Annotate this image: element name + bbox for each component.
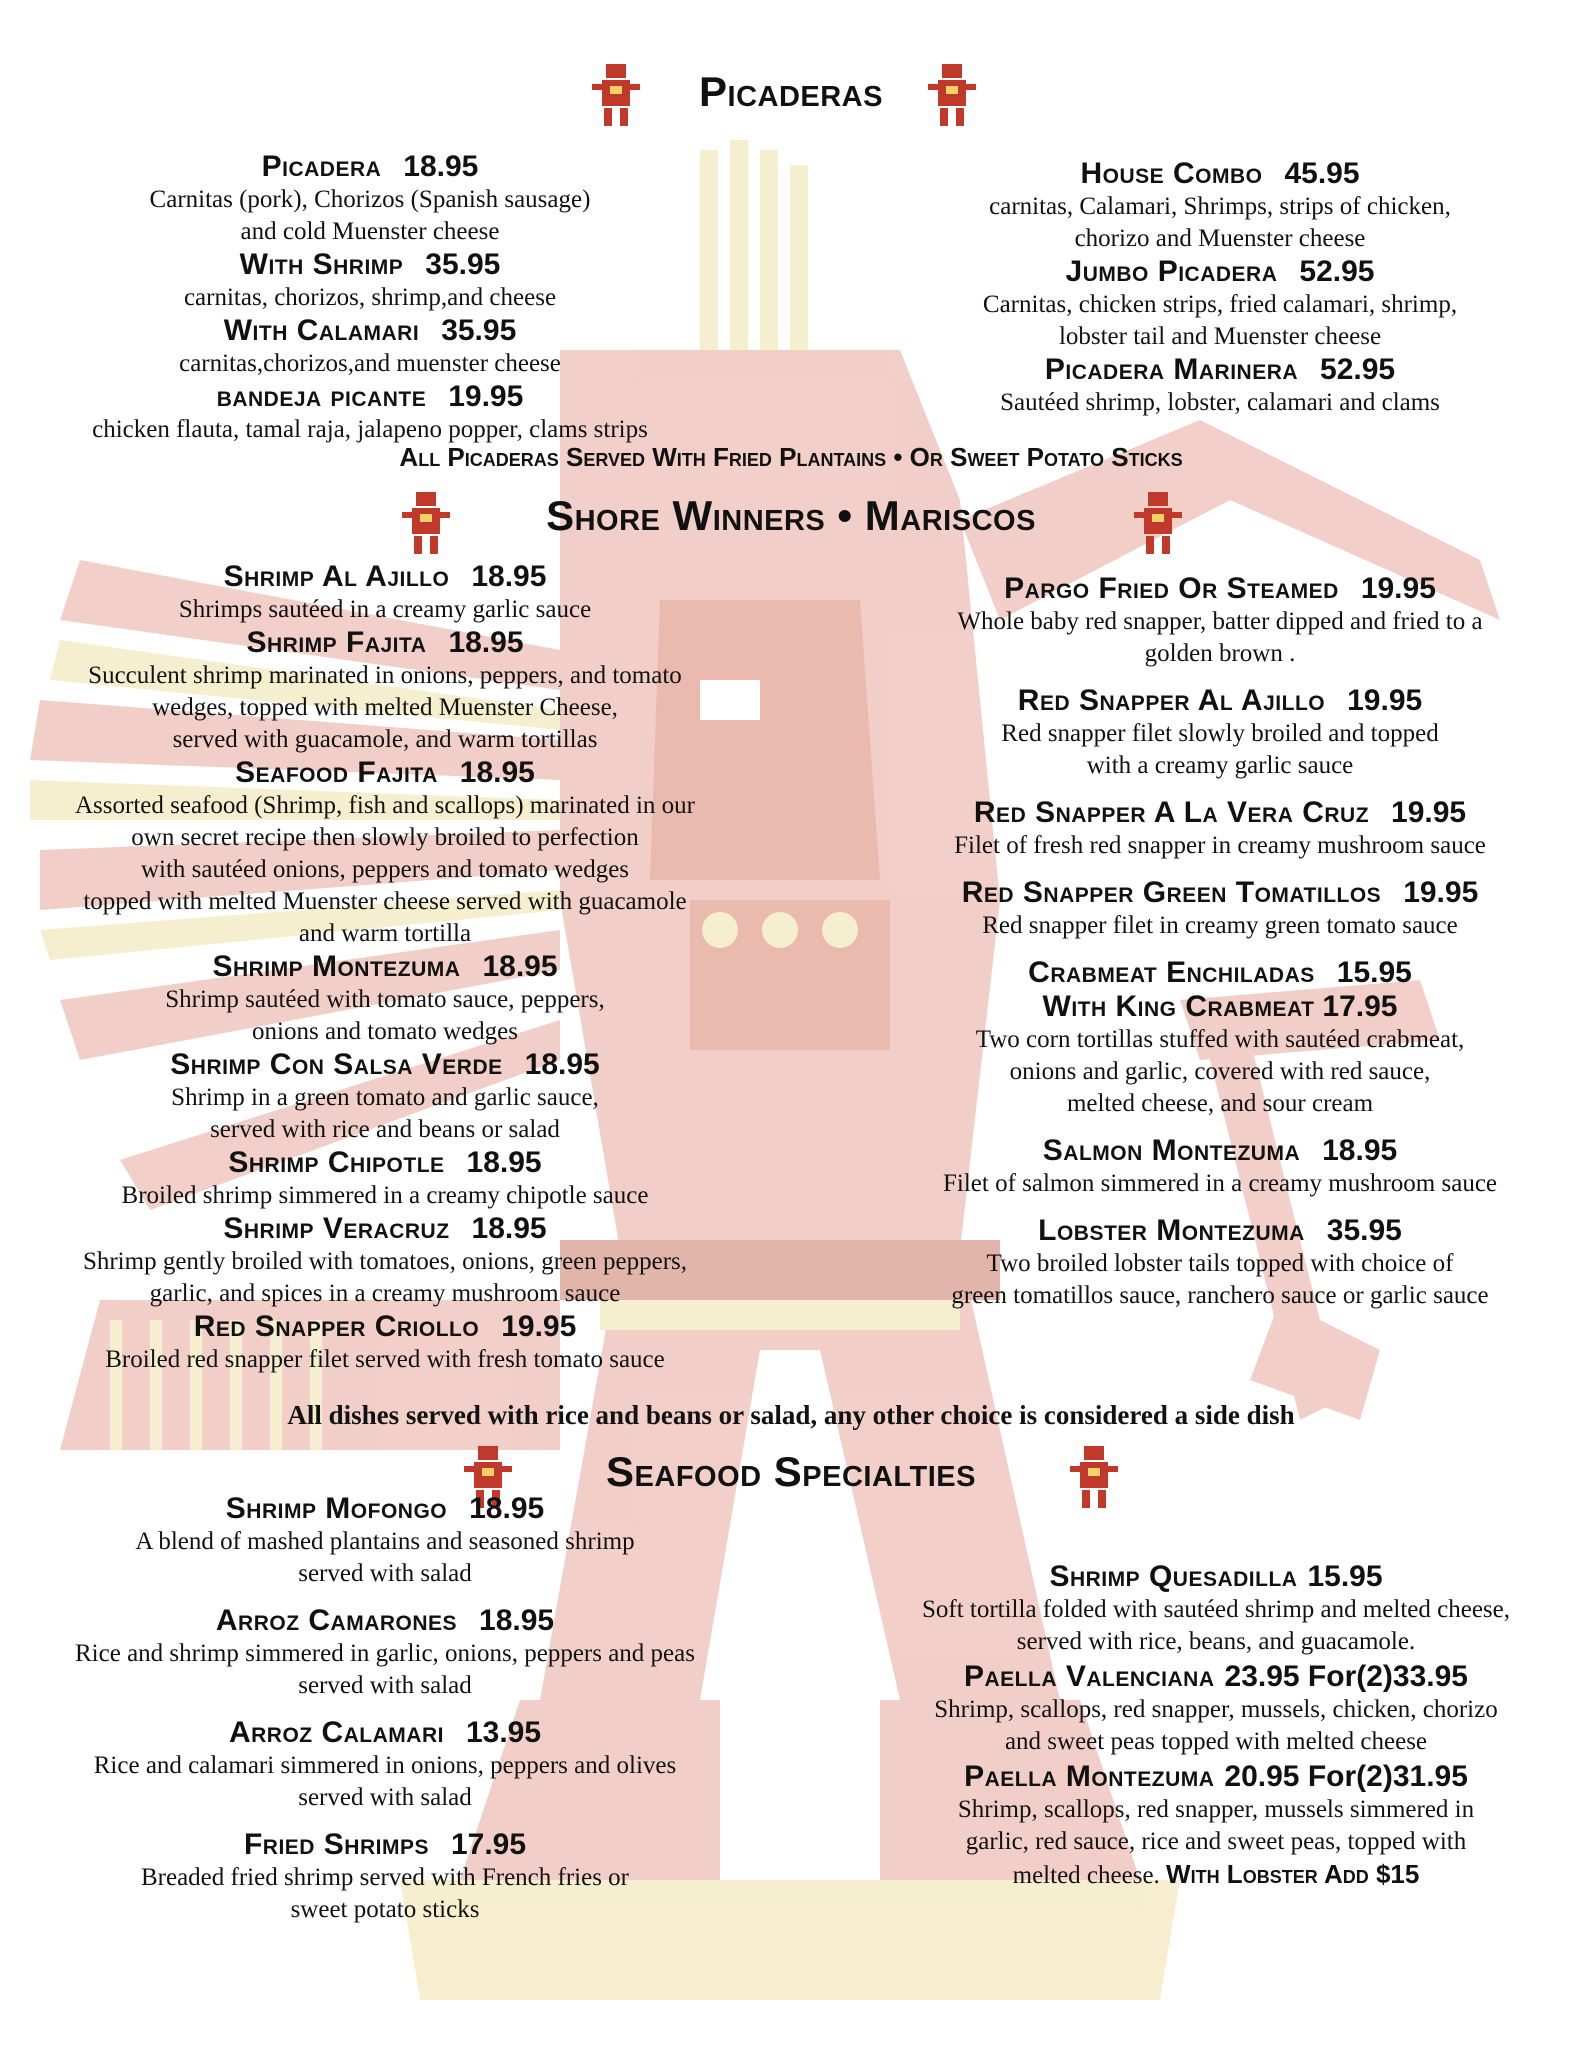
aztec-figure-icon: [924, 62, 980, 130]
item-description: carnitas,chorizos,and muenster cheese: [179, 350, 561, 377]
item-name: Shrimp Con Salsa Verde: [170, 1048, 503, 1081]
item-name: House Combo: [1080, 157, 1263, 190]
item-description: Shrimp in a green tomato and garlic sauce, served with rice and beans or salad: [171, 1084, 599, 1143]
item-name: Jumbo Picadera: [1065, 255, 1278, 288]
item-price: 19.95: [1347, 684, 1423, 717]
menu-item: [880, 255, 1560, 353]
item-name: Pargo Fried Or Steamed: [1004, 572, 1339, 605]
menu-item: [20, 950, 750, 1048]
item-price: 52.95: [1320, 353, 1396, 386]
item-price: 18.95: [448, 626, 524, 659]
menu-item: [20, 150, 720, 248]
section-title-picaderas: Picaderas: [699, 68, 883, 115]
item-description: Broiled shrimp simmered in a creamy chipotle sauce: [121, 1182, 649, 1209]
item-description: Filet of salmon simmered in a creamy mushroom sauce: [942, 1170, 1498, 1197]
menu-item: [20, 1828, 750, 1926]
menu-item: [880, 876, 1560, 942]
item-name: Crabmeat Enchiladas: [1028, 956, 1315, 989]
item-name: Shrimp Montezuma: [212, 950, 461, 983]
item-description: Whole baby red snapper, batter dipped and fried to a golden brown .: [957, 608, 1483, 667]
item-price: 20.95 For(2)31.95: [1224, 1760, 1468, 1793]
item-price: 18.95: [403, 150, 479, 183]
item-price: 18.95: [1322, 1134, 1398, 1167]
item-addon: With Lobster Add $15: [1166, 1859, 1420, 1889]
menu-item: [880, 684, 1560, 782]
item-price: 19.95: [448, 380, 524, 413]
item-price: 18.95: [524, 1048, 600, 1081]
item-name: Shrimp Quesadilla: [1049, 1560, 1298, 1593]
item-name: bandeja picante: [216, 380, 427, 413]
picaderas-right-column: [880, 157, 1560, 419]
menu-item: [20, 1146, 750, 1212]
item-price-variant: 17.95: [1322, 990, 1398, 1023]
item-price: 19.95: [1391, 796, 1467, 829]
item-description: Red snapper filet in creamy green tomato sauce: [982, 912, 1458, 939]
item-description: Breaded fried shrimp served with French fries or sweet potato sticks: [140, 1864, 630, 1923]
menu-item: [20, 1492, 750, 1590]
item-price: 45.95: [1284, 157, 1360, 190]
menu-item: [880, 796, 1560, 862]
item-name: Fried Shrimps: [243, 1828, 429, 1861]
item-price: 35.95: [425, 248, 501, 281]
menu-item: [20, 1212, 750, 1310]
menu-item: [20, 1604, 750, 1702]
mariscos-left-column: [20, 560, 750, 1376]
item-price: 35.95: [441, 314, 517, 347]
item-description: Shrimp gently broiled with tomatoes, onions, green peppers, garlic, and spices in a creamy mushroom sauce: [82, 1248, 688, 1307]
item-description: Rice and calamari simmered in onions, peppers and olives served with salad: [93, 1752, 677, 1811]
menu-item: [20, 380, 720, 446]
item-price: 13.95: [465, 1716, 542, 1749]
item-name: Shrimp Fajita: [246, 626, 427, 659]
item-price: 18.95: [469, 1492, 545, 1525]
item-name: Shrimp Chipotle: [228, 1146, 445, 1179]
aztec-figure-icon: [1066, 1444, 1122, 1512]
menu-item: [866, 1660, 1566, 1758]
menu-item: [880, 157, 1560, 255]
item-price: 52.95: [1299, 255, 1375, 288]
item-description: [866, 1794, 1566, 1892]
item-description: Carnitas, chicken strips, fried calamari, shrimp, lobster tail and Muenster cheese: [982, 291, 1458, 350]
menu-item: [880, 1214, 1560, 1312]
item-description: Soft tortilla folded with sautéed shrimp and melted cheese, served with rice, beans, and guacamole.: [921, 1596, 1511, 1655]
aztec-figure-icon: [1130, 490, 1186, 558]
item-description: Assorted seafood (Shrimp, fish and scallops) marinated in our own secret recipe then slowly broiled to perfection with sautéed onions, peppers and tomato wedges topped with melted Muenster cheese served with guacamole and warm tortilla: [74, 792, 695, 947]
menu-item: [866, 1560, 1566, 1658]
item-price: 19.95: [1360, 572, 1436, 605]
item-price: 17.95: [450, 1828, 527, 1861]
item-description: Carnitas (pork), Chorizos (Spanish sausage) and cold Muenster cheese: [149, 186, 591, 245]
item-name: Shrimp Mofongo: [225, 1492, 448, 1525]
item-description: Shrimps sautéed in a creamy garlic sauce: [178, 596, 592, 623]
menu-item: [20, 314, 720, 380]
item-name: Arroz Camarones: [215, 1604, 458, 1637]
item-price: 18.95: [482, 950, 558, 983]
item-price: 15.95: [1336, 956, 1412, 989]
item-description: Rice and shrimp simmered in garlic, onions, peppers and peas served with salad: [75, 1640, 695, 1699]
menu-item: [20, 1716, 750, 1814]
item-description: Sautéed shrimp, lobster, calamari and clams: [1000, 389, 1440, 416]
item-name: Shrimp Al Ajillo: [223, 560, 450, 593]
item-price: 15.95: [1307, 1560, 1383, 1593]
item-name: Seafood Fajita: [235, 756, 438, 789]
item-name: Lobster Montezuma: [1038, 1214, 1305, 1247]
item-description: chicken flauta, tamal raja, jalapeno popper, clams strips: [92, 416, 648, 443]
item-description: Shrimp sautéed with tomato sauce, peppers, onions and tomato wedges: [165, 986, 605, 1045]
item-price: 18.95: [471, 1212, 547, 1245]
item-description: Succulent shrimp marinated in onions, peppers, and tomato wedges, topped with melted Muenster Cheese, served with guacamole, and warm tortillas: [88, 662, 682, 753]
menu-item: [880, 1134, 1560, 1200]
menu-item: [20, 1048, 750, 1146]
item-name: Red Snapper Green Tomatillos: [961, 876, 1382, 909]
item-description: A blend of mashed plantains and seasoned shrimp served with salad: [135, 1528, 635, 1587]
specialties-left-column: [20, 1492, 750, 1926]
item-description: carnitas, Calamari, Shrimps, strips of chicken, chorizo and Muenster cheese: [989, 193, 1451, 252]
item-name: Paella Montezuma: [964, 1760, 1215, 1793]
item-name: Picadera Marinera: [1044, 353, 1299, 386]
menu-item: [20, 626, 750, 756]
item-name: Red Snapper A La Vera Cruz: [973, 796, 1370, 829]
item-name: With Calamari: [223, 314, 420, 347]
item-description: Broiled red snapper filet served with fresh tomato sauce: [105, 1346, 665, 1373]
menu-item: [20, 1310, 750, 1376]
item-name: Red Snapper Al Ajillo: [1017, 684, 1326, 717]
menu-item: [20, 248, 720, 314]
item-name-variant: With King Crabmeat: [1042, 990, 1315, 1023]
menu-item: [880, 572, 1560, 670]
specialties-right-column: [866, 1560, 1566, 1892]
item-description: Two broiled lobster tails topped with choice of green tomatillos sauce, ranchero sauce or garlic sauce: [951, 1250, 1489, 1309]
item-name: Salmon Montezuma: [1042, 1134, 1301, 1167]
section-title-specialties: Seafood Specialties: [606, 1448, 976, 1495]
item-name: Red Snapper Criollo: [193, 1310, 480, 1343]
item-price: 18.95: [479, 1604, 555, 1637]
item-description: carnitas, chorizos, shrimp,and cheese: [183, 284, 557, 311]
item-price: 18.95: [466, 1146, 542, 1179]
item-description: Red snapper filet slowly broiled and topped with a creamy garlic sauce: [1001, 720, 1439, 779]
menu-item: [866, 1760, 1566, 1892]
menu-item: [880, 956, 1560, 1120]
picaderas-left-column: [20, 150, 720, 446]
item-price: 18.95: [471, 560, 547, 593]
menu-item: [20, 756, 750, 950]
item-price: 35.95: [1326, 1214, 1402, 1247]
picaderas-note: All Picaderas Served With Fried Plantains • Or Sweet Potato Sticks: [399, 442, 1183, 472]
item-name: Shrimp Veracruz: [223, 1212, 450, 1245]
menu-item: [20, 560, 750, 626]
item-description: Filet of fresh red snapper in creamy mushroom sauce: [954, 832, 1486, 859]
item-description: Shrimp, scallops, red snapper, mussels, chicken, chorizo and sweet peas topped with melted cheese: [934, 1696, 1498, 1755]
item-description-text: Shrimp, scallops, red snapper, mussels simmered in garlic, red sauce, rice and sweet peas, topped with melted cheese.: [957, 1796, 1475, 1889]
menu-item: [880, 353, 1560, 419]
item-description: Two corn tortillas stuffed with sautéed crabmeat, onions and garlic, covered with red sauce, melted cheese, and sour cream: [975, 1026, 1465, 1117]
mariscos-right-column: [880, 572, 1560, 1312]
item-name: Arroz Calamari: [228, 1716, 444, 1749]
mariscos-note: All dishes served with rice and beans or salad, any other choice is considered a side dish: [287, 1400, 1295, 1430]
item-price: 18.95: [459, 756, 535, 789]
item-price: 19.95: [501, 1310, 577, 1343]
item-name: Paella Valenciana: [964, 1660, 1215, 1693]
item-price: 23.95 For(2)33.95: [1224, 1660, 1468, 1693]
item-name: With Shrimp: [239, 248, 404, 281]
section-title-mariscos: Shore Winners • Mariscos: [546, 492, 1036, 539]
item-name: Picadera: [261, 150, 382, 183]
item-price: 19.95: [1403, 876, 1479, 909]
